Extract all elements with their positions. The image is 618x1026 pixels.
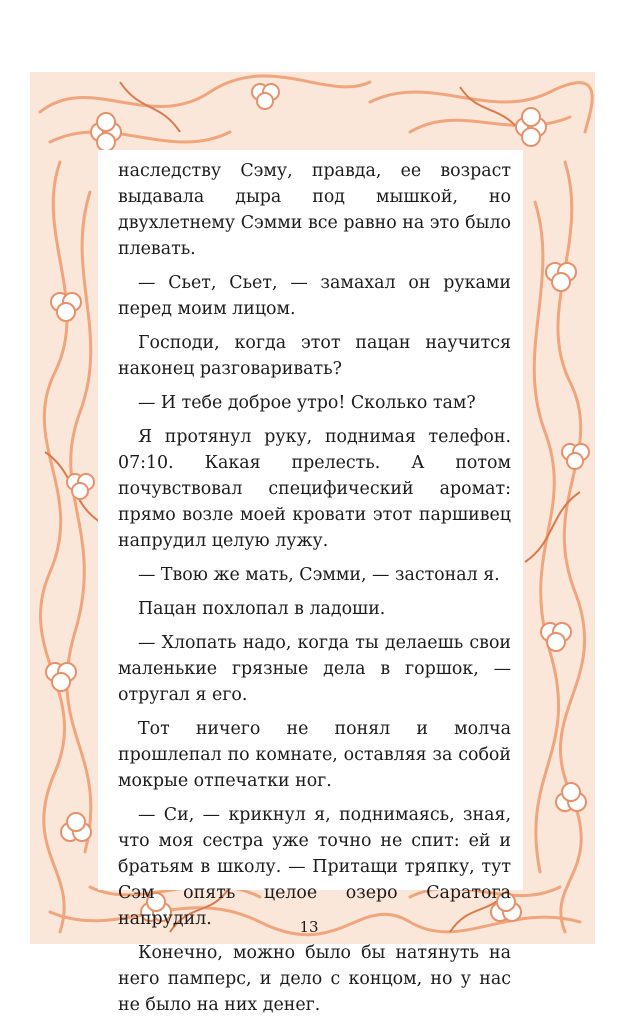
page-number: 13 <box>299 918 319 936</box>
paragraph: — И тебе доброе утро! Сколько там? <box>138 393 476 413</box>
paragraph: Господи, когда этот пацан научится наконец разговаривать? <box>118 333 511 379</box>
paragraph: — Си, — крикнул я, поднимаясь, зная, что моя сестра уже точно не спит: ей и братьям в школу. — Притащи тряпку, тут Сэм опять целое озеро Саратога напрудил. <box>118 805 511 929</box>
paragraph: Пацан похлопал в ладоши. <box>138 599 386 619</box>
paragraph: Конечно, можно было бы натянуть на него памперс, и дело с концом, но у нас не было на них денег. <box>118 943 511 1015</box>
body-text <box>118 158 511 1026</box>
paragraph: наследству Сэму, правда, ее возраст выдавала дыра под мышкой, но двухлетнему Сэмми все равно на это было плевать. <box>118 161 511 259</box>
paragraph: — Сьет, Сьет, — замахал он руками перед моим лицом. <box>118 273 511 319</box>
paragraph: Я протянул руку, поднимая телефон. 07:10. Какая прелесть. А потом почувствовал специфический аромат: прямо возле моей кровати этот паршивец напрудил целую лужу. <box>118 427 511 551</box>
paragraph: Тот ничего не понял и молча прошлепал по комнате, оставляя за собой мокрые отпечатки ног. <box>118 719 511 791</box>
paragraph: — Твою же мать, Сэмми, — застонал я. <box>138 565 500 585</box>
paragraph: — Хлопать надо, когда ты делаешь свои маленькие грязные дела в горшок, — отругал я его. <box>118 633 511 705</box>
